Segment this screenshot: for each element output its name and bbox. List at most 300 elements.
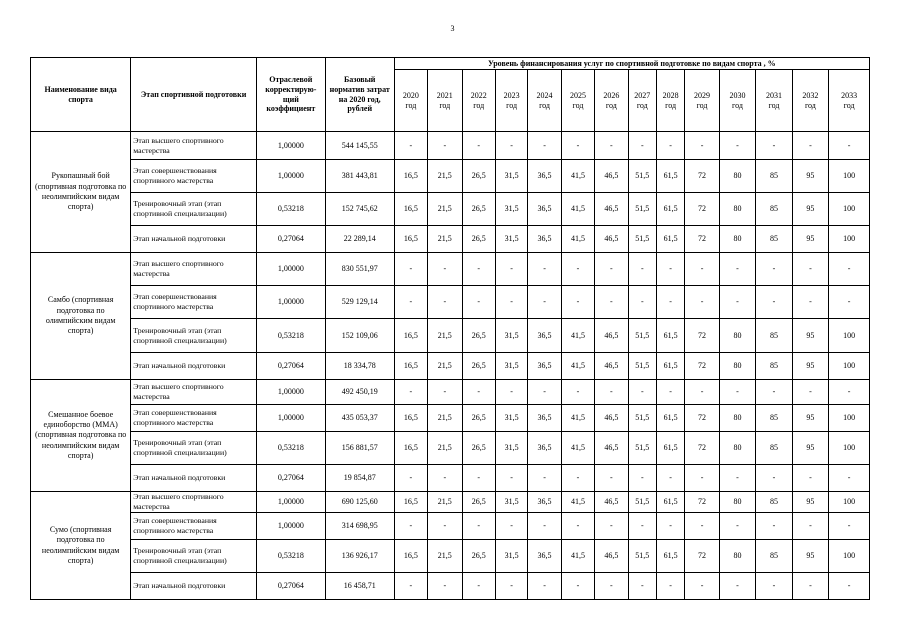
financing-value: - [428, 253, 462, 286]
financing-value: - [719, 132, 755, 160]
financing-value: 95 [792, 319, 828, 353]
financing-value: - [719, 573, 755, 600]
financing-value: - [561, 465, 594, 492]
financing-value: - [628, 513, 656, 540]
financing-value: - [829, 513, 870, 540]
financing-value: 51,5 [628, 432, 656, 465]
financing-value: 100 [829, 540, 870, 573]
sport-name: Смешанное боевое единоборство (ММА) (спортивная подготовка по неолимпийским видам спорта) [31, 380, 131, 492]
table-row [31, 132, 870, 160]
financing-value: - [756, 465, 792, 492]
stage-name: Этап высшего спортивного мастерства [131, 492, 257, 513]
year-suffix: год [843, 100, 855, 110]
financing-value: 85 [756, 193, 792, 226]
financing-value: 31,5 [495, 405, 527, 432]
norm-value: 492 450,19 [325, 380, 394, 405]
financing-value: - [394, 286, 427, 319]
financing-value: 95 [792, 160, 828, 193]
financing-value: - [656, 513, 684, 540]
financing-value: 31,5 [495, 160, 527, 193]
year-suffix: год [768, 100, 780, 110]
header-year [528, 70, 561, 132]
financing-value: 61,5 [656, 540, 684, 573]
stage-name: Этап начальной подготовки [131, 573, 257, 600]
financing-value: - [462, 286, 495, 319]
year-label: 2031 [765, 90, 782, 100]
coefficient-value: 0,27064 [256, 226, 325, 253]
coefficient-value: 1,00000 [256, 253, 325, 286]
table-row [31, 380, 870, 405]
year-suffix: год [405, 100, 417, 110]
financing-value: 95 [792, 353, 828, 380]
financing-value: - [656, 380, 684, 405]
financing-value: 31,5 [495, 540, 527, 573]
financing-value: - [394, 132, 427, 160]
financing-value: 41,5 [561, 160, 594, 193]
financing-value: - [628, 286, 656, 319]
stage-name: Этап начальной подготовки [131, 353, 257, 380]
financing-value: 72 [685, 353, 719, 380]
financing-value: 21,5 [428, 492, 462, 513]
header-year [495, 70, 527, 132]
table-row [31, 286, 870, 319]
financing-value: - [756, 286, 792, 319]
financing-value: 85 [756, 492, 792, 513]
financing-value: 95 [792, 193, 828, 226]
financing-value: 72 [685, 540, 719, 573]
financing-value: - [462, 132, 495, 160]
financing-value: - [561, 132, 594, 160]
financing-value: - [685, 253, 719, 286]
financing-value: - [528, 573, 561, 600]
norm-value: 136 926,17 [325, 540, 394, 573]
year-label: 2020 [402, 90, 419, 100]
financing-value: 31,5 [495, 432, 527, 465]
financing-value: 80 [719, 353, 755, 380]
financing-value: 72 [685, 432, 719, 465]
year-suffix: год [439, 100, 451, 110]
financing-value: - [756, 380, 792, 405]
financing-value: - [756, 573, 792, 600]
year-label: 2032 [802, 90, 819, 100]
financing-value: 51,5 [628, 353, 656, 380]
financing-value: - [462, 513, 495, 540]
header-year [394, 70, 427, 132]
financing-value: 85 [756, 432, 792, 465]
funding-table [30, 57, 870, 600]
financing-value: 100 [829, 160, 870, 193]
financing-value: - [628, 253, 656, 286]
norm-value: 381 443,81 [325, 160, 394, 193]
financing-value: - [428, 465, 462, 492]
financing-value: 41,5 [561, 193, 594, 226]
financing-value: 16,5 [394, 319, 427, 353]
coefficient-value: 0,53218 [256, 319, 325, 353]
financing-value: 95 [792, 492, 828, 513]
financing-value: 31,5 [495, 492, 527, 513]
year-suffix: год [473, 100, 485, 110]
financing-value: - [719, 465, 755, 492]
coefficient-value: 1,00000 [256, 160, 325, 193]
norm-value: 435 053,37 [325, 405, 394, 432]
financing-value: 51,5 [628, 226, 656, 253]
stage-name: Тренировочный этап (этап спортивной специализации) [131, 319, 257, 353]
financing-value: 26,5 [462, 319, 495, 353]
financing-value: - [495, 380, 527, 405]
financing-value: 100 [829, 432, 870, 465]
financing-value: 100 [829, 193, 870, 226]
financing-value: 46,5 [595, 432, 628, 465]
stage-name: Тренировочный этап (этап спортивной специализации) [131, 193, 257, 226]
financing-value: 16,5 [394, 492, 427, 513]
financing-value: 16,5 [394, 405, 427, 432]
year-label: 2033 [841, 90, 858, 100]
year-label: 2030 [729, 90, 746, 100]
table-row [31, 193, 870, 226]
financing-value: - [394, 513, 427, 540]
financing-value: 26,5 [462, 492, 495, 513]
financing-value: - [528, 132, 561, 160]
year-label: 2029 [694, 90, 711, 100]
financing-value: - [719, 513, 755, 540]
financing-value: 80 [719, 432, 755, 465]
page-number: 3 [450, 24, 455, 33]
financing-value: 41,5 [561, 492, 594, 513]
financing-value: - [628, 465, 656, 492]
financing-value: 31,5 [495, 319, 527, 353]
financing-value: - [685, 380, 719, 405]
financing-value: 16,5 [394, 160, 427, 193]
year-label: 2028 [662, 90, 679, 100]
norm-value: 690 125,60 [325, 492, 394, 513]
financing-value: - [628, 380, 656, 405]
financing-value: - [528, 465, 561, 492]
stage-name: Тренировочный этап (этап спортивной специализации) [131, 432, 257, 465]
financing-value: 72 [685, 226, 719, 253]
financing-value: 80 [719, 405, 755, 432]
financing-value: - [428, 286, 462, 319]
header-year [685, 70, 719, 132]
financing-value: - [792, 380, 828, 405]
header-coefficient: Отраслевой корректирую-щий коэффициент [256, 58, 325, 132]
financing-value: 51,5 [628, 492, 656, 513]
year-label: 2026 [603, 90, 620, 100]
financing-value: - [656, 573, 684, 600]
financing-value: 36,5 [528, 353, 561, 380]
financing-value: - [595, 573, 628, 600]
sport-name: Сумо (спортивная подготовка по неолимпийским видам спорта) [31, 492, 131, 600]
financing-value: 36,5 [528, 319, 561, 353]
financing-value: 21,5 [428, 432, 462, 465]
financing-value: - [719, 286, 755, 319]
financing-value: - [656, 286, 684, 319]
financing-value: 61,5 [656, 432, 684, 465]
year-label: 2024 [536, 90, 553, 100]
financing-value: - [428, 573, 462, 600]
coefficient-value: 1,00000 [256, 132, 325, 160]
norm-value: 314 698,95 [325, 513, 394, 540]
norm-value: 19 854,87 [325, 465, 394, 492]
coefficient-value: 1,00000 [256, 380, 325, 405]
financing-value: 36,5 [528, 492, 561, 513]
financing-value: 85 [756, 319, 792, 353]
table-row [31, 226, 870, 253]
coefficient-value: 1,00000 [256, 286, 325, 319]
financing-value: - [719, 380, 755, 405]
financing-value: 85 [756, 160, 792, 193]
year-suffix: год [539, 100, 550, 110]
financing-value: - [685, 513, 719, 540]
financing-value: - [829, 380, 870, 405]
financing-value: - [595, 286, 628, 319]
header-year [792, 70, 828, 132]
financing-value: 41,5 [561, 540, 594, 573]
table-row [31, 540, 870, 573]
header-year [829, 70, 870, 132]
financing-value: - [462, 465, 495, 492]
coefficient-value: 1,00000 [256, 513, 325, 540]
norm-value: 529 129,14 [325, 286, 394, 319]
financing-value: - [428, 132, 462, 160]
norm-value: 830 551,97 [325, 253, 394, 286]
norm-value: 152 109,06 [325, 319, 394, 353]
year-label: 2022 [470, 90, 487, 100]
financing-value: 80 [719, 226, 755, 253]
financing-value: - [561, 513, 594, 540]
header-year [595, 70, 628, 132]
financing-value: - [628, 132, 656, 160]
year-suffix: год [605, 100, 617, 110]
norm-value: 156 881,57 [325, 432, 394, 465]
financing-value: - [656, 253, 684, 286]
financing-value: 36,5 [528, 226, 561, 253]
financing-value: 46,5 [595, 160, 628, 193]
financing-value: 46,5 [595, 492, 628, 513]
financing-value: - [595, 132, 628, 160]
financing-value: 51,5 [628, 193, 656, 226]
financing-value: - [756, 132, 792, 160]
financing-value: 41,5 [561, 353, 594, 380]
year-suffix: год [732, 100, 743, 110]
financing-value: 36,5 [528, 405, 561, 432]
financing-value: - [829, 573, 870, 600]
financing-value: - [595, 465, 628, 492]
financing-value: 46,5 [595, 405, 628, 432]
financing-value: - [528, 380, 561, 405]
stage-name: Этап высшего спортивного мастерства [131, 380, 257, 405]
financing-value: 61,5 [656, 160, 684, 193]
financing-value: 51,5 [628, 160, 656, 193]
financing-value: - [628, 573, 656, 600]
financing-value: 95 [792, 540, 828, 573]
financing-value: 85 [756, 353, 792, 380]
table-row [31, 465, 870, 492]
financing-value: 46,5 [595, 540, 628, 573]
financing-value: - [495, 286, 527, 319]
financing-value: 51,5 [628, 319, 656, 353]
year-suffix: год [636, 100, 648, 110]
financing-value: 46,5 [595, 193, 628, 226]
year-label: 2023 [503, 90, 520, 100]
financing-value: 80 [719, 540, 755, 573]
financing-value: 46,5 [595, 319, 628, 353]
stage-name: Этап начальной подготовки [131, 226, 257, 253]
header-year [628, 70, 656, 132]
financing-value: 100 [829, 405, 870, 432]
financing-value: - [656, 132, 684, 160]
financing-value: - [792, 253, 828, 286]
header-year [428, 70, 462, 132]
financing-value: 21,5 [428, 353, 462, 380]
financing-value: 61,5 [656, 319, 684, 353]
financing-value: 16,5 [394, 353, 427, 380]
table-row [31, 253, 870, 286]
financing-value: 16,5 [394, 226, 427, 253]
financing-value: - [561, 573, 594, 600]
financing-value: 26,5 [462, 405, 495, 432]
year-suffix: год [804, 100, 816, 110]
financing-value: - [792, 513, 828, 540]
financing-value: 16,5 [394, 193, 427, 226]
financing-value: - [792, 132, 828, 160]
financing-value: 16,5 [394, 432, 427, 465]
financing-value: - [829, 132, 870, 160]
year-label: 2021 [436, 90, 453, 100]
financing-value: 72 [685, 160, 719, 193]
financing-value: 61,5 [656, 193, 684, 226]
norm-value: 16 458,71 [325, 573, 394, 600]
year-suffix: год [506, 100, 518, 110]
table-row [31, 432, 870, 465]
financing-value: - [756, 253, 792, 286]
sport-name: Рукопашный бой (спортивная подготовка по неолимпийским видам спорта) [31, 132, 131, 253]
financing-value: - [685, 573, 719, 600]
table-row [31, 492, 870, 513]
financing-value: 26,5 [462, 160, 495, 193]
header-year [719, 70, 755, 132]
financing-value: 21,5 [428, 319, 462, 353]
financing-value: - [561, 286, 594, 319]
stage-name: Этап совершенствования спортивного мастерства [131, 513, 257, 540]
financing-value: 21,5 [428, 226, 462, 253]
financing-value: - [685, 286, 719, 319]
financing-value: - [462, 253, 495, 286]
financing-value: - [495, 513, 527, 540]
financing-value: 72 [685, 193, 719, 226]
stage-name: Этап совершенствования спортивного мастерства [131, 286, 257, 319]
financing-value: 31,5 [495, 193, 527, 226]
table-row [31, 319, 870, 353]
year-label: 2027 [634, 90, 651, 100]
financing-value: - [462, 573, 495, 600]
header-financing: Уровень финансирования услуг по спортивной подготовке по видам спорта , % [394, 58, 869, 70]
table-row [31, 513, 870, 540]
financing-value: 80 [719, 319, 755, 353]
year-suffix: год [572, 100, 584, 110]
norm-value: 22 289,14 [325, 226, 394, 253]
financing-value: 36,5 [528, 540, 561, 573]
financing-value: 72 [685, 319, 719, 353]
stage-name: Этап высшего спортивного мастерства [131, 253, 257, 286]
financing-value: 95 [792, 405, 828, 432]
financing-value: 41,5 [561, 226, 594, 253]
stage-name: Этап совершенствования спортивного мастерства [131, 405, 257, 432]
financing-value: - [462, 380, 495, 405]
financing-value: 36,5 [528, 160, 561, 193]
financing-value: 61,5 [656, 492, 684, 513]
norm-value: 544 145,55 [325, 132, 394, 160]
financing-value: 85 [756, 540, 792, 573]
stage-name: Этап высшего спортивного мастерства [131, 132, 257, 160]
financing-value: 80 [719, 193, 755, 226]
stage-name: Тренировочный этап (этап спортивной специализации) [131, 540, 257, 573]
financing-value: - [394, 253, 427, 286]
financing-value: - [756, 513, 792, 540]
financing-value: 46,5 [595, 226, 628, 253]
financing-value: 85 [756, 226, 792, 253]
financing-value: - [561, 253, 594, 286]
financing-value: - [829, 465, 870, 492]
coefficient-value: 0,53218 [256, 193, 325, 226]
financing-value: - [685, 132, 719, 160]
financing-value: 16,5 [394, 540, 427, 573]
financing-value: 36,5 [528, 432, 561, 465]
financing-value: 72 [685, 405, 719, 432]
financing-value: - [495, 253, 527, 286]
financing-value: - [428, 513, 462, 540]
financing-value: 61,5 [656, 353, 684, 380]
coefficient-value: 0,27064 [256, 465, 325, 492]
financing-value: - [528, 513, 561, 540]
header-norm: Базовый норматив затрат на 2020 год, рублей [325, 58, 394, 132]
stage-name: Этап начальной подготовки [131, 465, 257, 492]
table-row [31, 573, 870, 600]
norm-value: 18 334,78 [325, 353, 394, 380]
financing-value: 100 [829, 226, 870, 253]
financing-value: - [561, 380, 594, 405]
financing-value: - [528, 286, 561, 319]
financing-value: 41,5 [561, 432, 594, 465]
financing-value: 26,5 [462, 432, 495, 465]
stage-name: Этап совершенствования спортивного мастерства [131, 160, 257, 193]
financing-value: - [495, 573, 527, 600]
financing-value: - [394, 573, 427, 600]
header-sport: Наименование вида спорта [31, 58, 131, 132]
financing-value: 31,5 [495, 226, 527, 253]
financing-value: 95 [792, 226, 828, 253]
coefficient-value: 1,00000 [256, 492, 325, 513]
table-row [31, 353, 870, 380]
header-stage: Этап спортивной подготовки [131, 58, 257, 132]
year-suffix: год [665, 100, 677, 110]
financing-value: 21,5 [428, 160, 462, 193]
financing-value: 21,5 [428, 193, 462, 226]
coefficient-value: 1,00000 [256, 405, 325, 432]
header-year [462, 70, 495, 132]
financing-value: 51,5 [628, 405, 656, 432]
financing-value: - [829, 286, 870, 319]
financing-value: - [495, 465, 527, 492]
financing-value: - [656, 465, 684, 492]
financing-value: - [394, 465, 427, 492]
financing-value: - [528, 253, 561, 286]
financing-value: 46,5 [595, 353, 628, 380]
financing-value: 26,5 [462, 193, 495, 226]
financing-value: 21,5 [428, 540, 462, 573]
financing-value: - [495, 132, 527, 160]
financing-value: 72 [685, 492, 719, 513]
financing-value: 31,5 [495, 353, 527, 380]
